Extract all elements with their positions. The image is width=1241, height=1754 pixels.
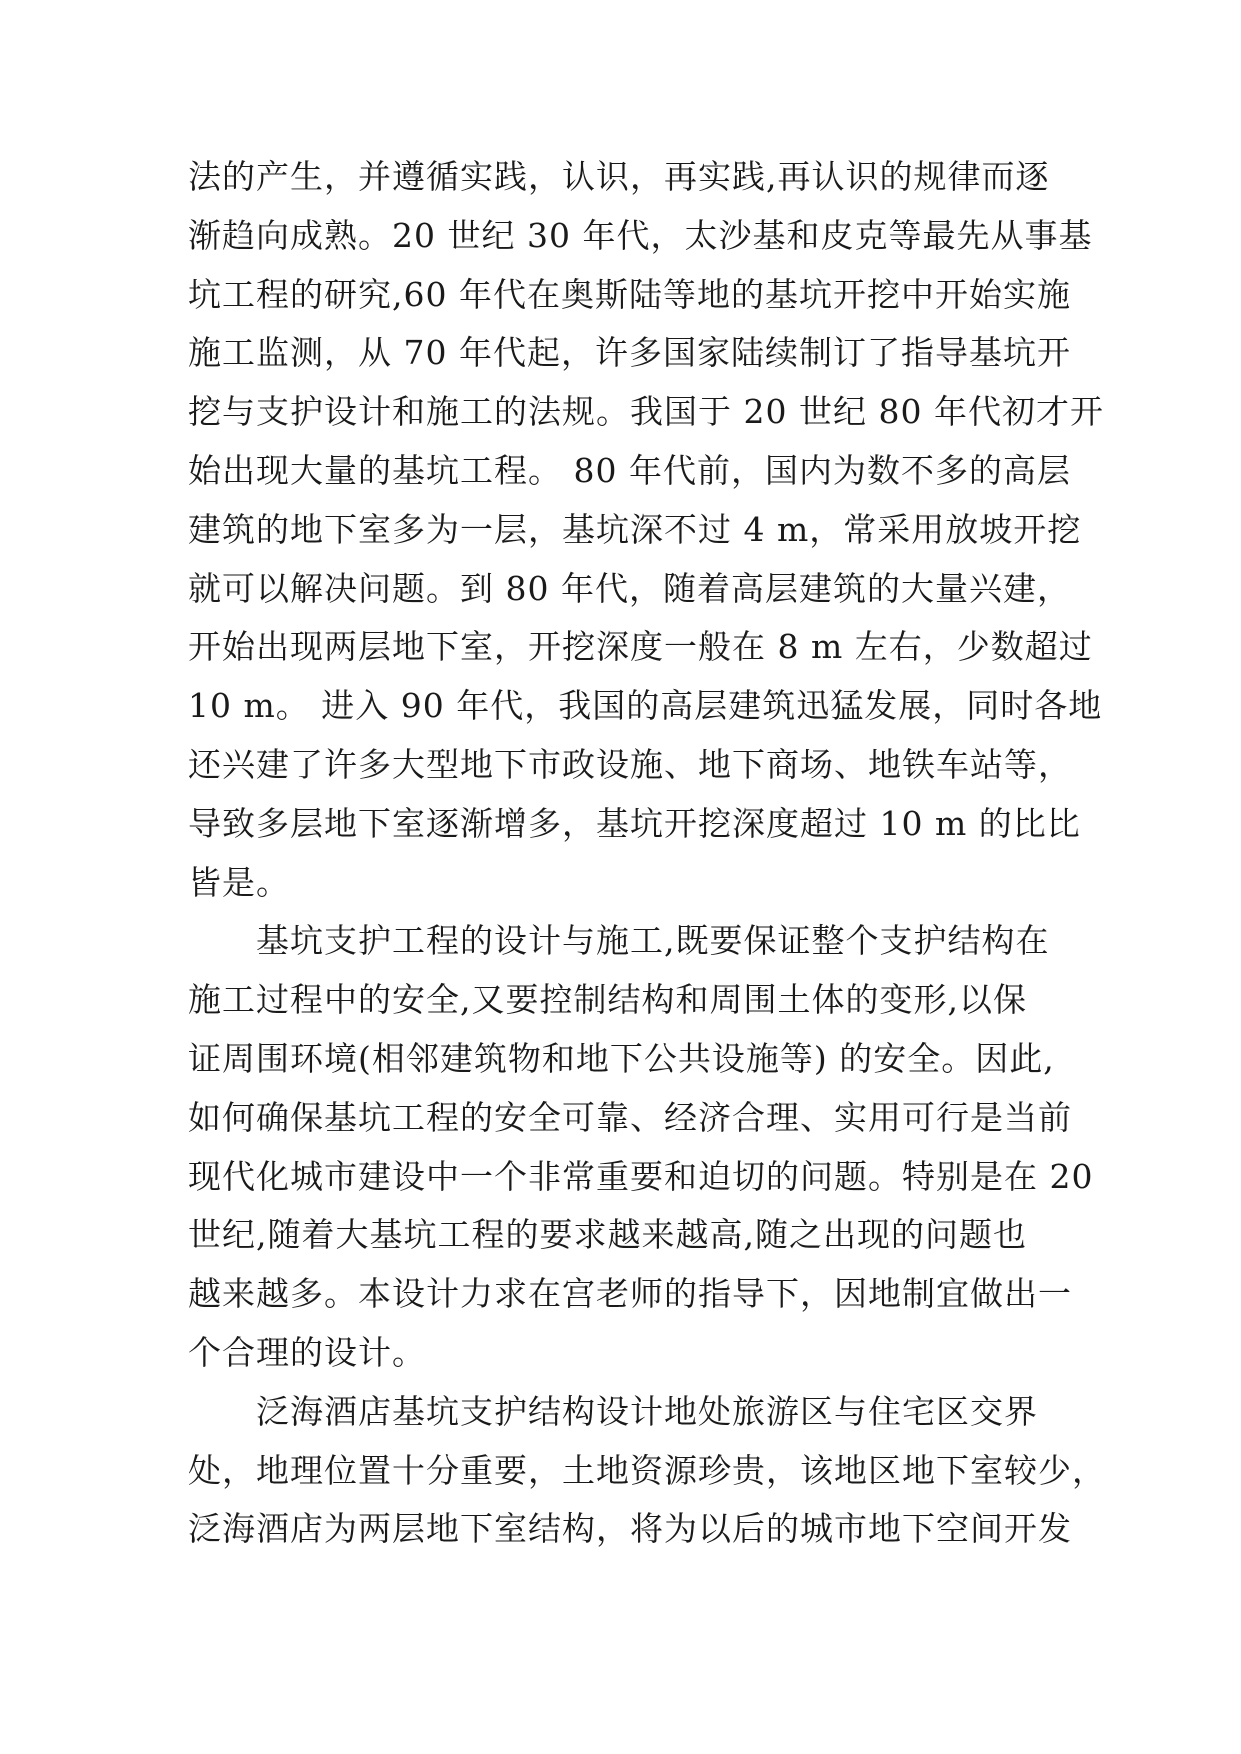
text-line: 个合理的设计。 (188, 1332, 426, 1372)
paragraph-start-line: 泛海酒店基坑支护结构设计地处旅游区与住宅区交界 (256, 1391, 1038, 1431)
text-line: 世纪,随着大基坑工程的要求越来越高,随之出现的问题也 (188, 1215, 1027, 1255)
text-line: 还兴建了许多大型地下市政设施、地下商场、地铁车站等， (188, 744, 1072, 784)
text-line: 建筑的地下室多为一层，基坑深不过 4 m，常采用放坡开挖 (188, 509, 1082, 549)
text-line: 开始出现两层地下室，开挖深度一般在 8 m 左右，少数超过 (188, 627, 1093, 667)
text-line: 渐趋向成熟。20 世纪 30 年代，太沙基和皮克等最先从事基 (188, 215, 1093, 255)
text-line: 导致多层地下室逐渐增多，基坑开挖深度超过 10 m 的比比 (188, 803, 1081, 843)
text-line: 证周围环境(相邻建筑物和地下公共设施等) 的安全。因此, (188, 1038, 1055, 1078)
text-line: 法的产生，并遵循实践，认识，再实践,再认识的规律而逐 (188, 157, 1050, 196)
text-line: 如何确保基坑工程的安全可靠、经济合理、实用可行是当前 (188, 1097, 1072, 1137)
text-line: 施工过程中的安全,又要控制结构和周围土体的变形,以保 (188, 980, 1027, 1020)
text-line: 就可以解决问题。到 80 年代，随着高层建筑的大量兴建， (188, 568, 1071, 608)
text-line: 10 m。 进入 90 年代，我国的高层建筑迅猛发展，同时各地 (188, 686, 1103, 726)
paragraph-start-line: 基坑支护工程的设计与施工,既要保证整个支护结构在 (256, 921, 1050, 961)
text-line: 坑工程的研究,60 年代在奥斯陆等地的基坑开挖中开始实施 (188, 274, 1071, 314)
body-text (188, 148, 1106, 1559)
text-line: 始出现大量的基坑工程。 80 年代前，国内为数不多的高层 (188, 450, 1071, 490)
text-line: 越来越多。本设计力求在宫老师的指导下，因地制宜做出一 (188, 1274, 1072, 1314)
text-line: 处，地理位置十分重要，土地资源珍贵，该地区地下室较少， (188, 1450, 1106, 1490)
text-line: 现代化城市建设中一个非常重要和迫切的问题。特别是在 20 (188, 1156, 1094, 1196)
text-line: 皆是。 (188, 862, 290, 902)
text-line: 挖与支护设计和施工的法规。我国于 20 世纪 80 年代初才开 (188, 392, 1104, 432)
text-line: 施工监测，从 70 年代起，许多国家陆续制订了指导基坑开 (188, 333, 1071, 373)
text-line: 泛海酒店为两层地下室结构，将为以后的城市地下空间开发 (188, 1509, 1072, 1549)
